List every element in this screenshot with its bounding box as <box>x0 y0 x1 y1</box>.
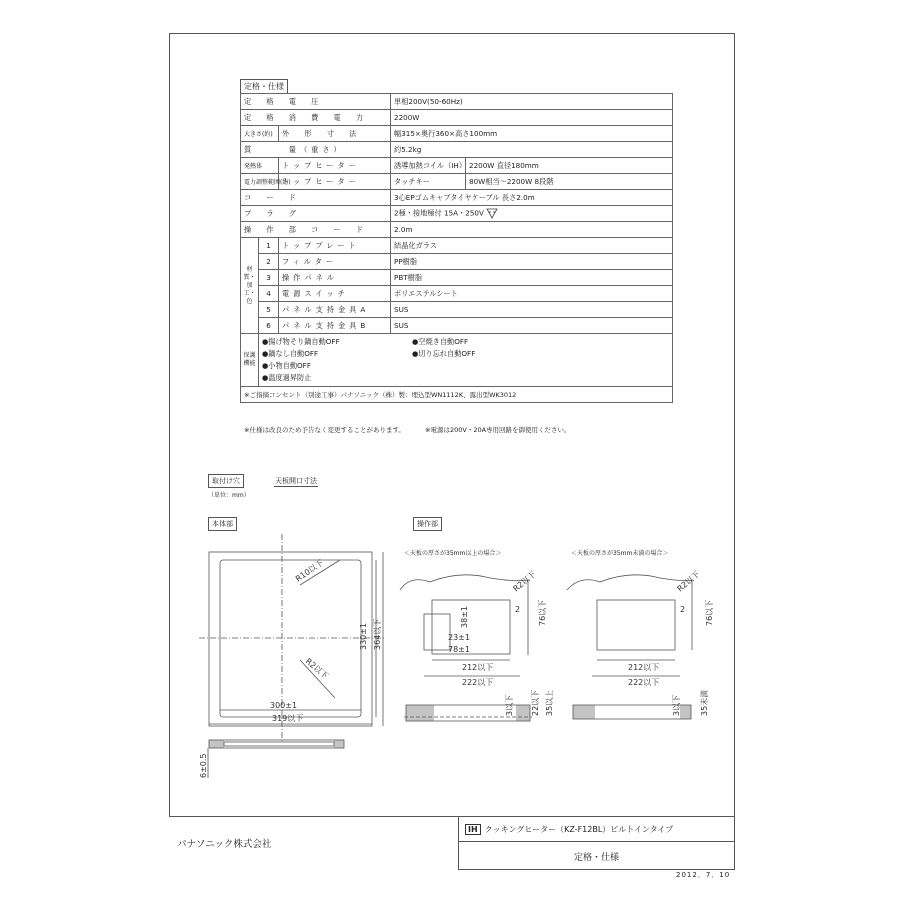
material-row: 4 電源スイッチ ポリエステルシート <box>241 286 673 302</box>
ih-badge: IH <box>465 824 481 835</box>
unit-label: （単位：mm） <box>208 492 250 499</box>
footnote-spec-change: ※仕様は改良のため予告なく変更することがあります。 <box>244 426 405 434</box>
thin-hatch-right <box>680 705 691 719</box>
dim-r2a: R2以下 <box>511 569 538 594</box>
dim-35u: 35以上 <box>545 689 554 716</box>
mounting-title: 取付け穴 <box>208 474 244 488</box>
body-hatch-right <box>334 740 344 748</box>
dim-222: 222以下 <box>462 678 494 687</box>
dim-3-thin: 3以下 <box>672 694 681 716</box>
control-label: 操作部 <box>413 517 442 531</box>
body-section-inner <box>224 742 334 746</box>
dim-t6: 6±0.5 <box>199 753 208 778</box>
protection-group-label: 保護機能 <box>241 334 259 387</box>
dim-330: 330±1 <box>359 622 368 650</box>
case-thin-label: ＜天板の厚さが35mm未満の場合＞ <box>571 550 669 557</box>
dim-2: 2 <box>515 605 521 614</box>
product-name: クッキングヒーター（KZ-F12BL）ビルトインタイプ <box>484 824 674 834</box>
spec-row-power: 定 格 消 費 電 力 2200W <box>241 110 673 126</box>
dim-76: 76以下 <box>538 599 547 626</box>
dim-2-thin: 2 <box>680 605 686 614</box>
protection-item: ●小物自動OFF <box>262 361 311 370</box>
spec-row-voltage: 定 格 電 圧 単相200V(50-60Hz) <box>241 94 673 110</box>
material-row: 2 フィルター PP樹脂 <box>241 254 673 270</box>
body-hatch-left <box>209 740 224 748</box>
thick-hatch-left <box>406 705 434 721</box>
mounting-subtitle: 天板開口寸法 <box>275 477 317 485</box>
document-title: 定格・仕様 <box>573 852 619 863</box>
dim-3: 3以下 <box>505 694 514 716</box>
dim-364: 364以下 <box>373 618 382 650</box>
protection-item: ●温度過昇防止 <box>262 373 312 382</box>
spec-row-power-range: 電力調整範囲(約) トップヒーター タッチキー 80W相当〜2200W 8段階 <box>241 174 673 190</box>
dim-r10: R10以下 <box>293 558 326 584</box>
dim-300: 300±1 <box>270 701 298 710</box>
company-name: パナソニック株式会社 <box>177 839 272 850</box>
material-row: 5 パネル支持金具A SUS <box>241 302 673 318</box>
spec-row-cord: コ ー ド 3心EPゴムキャブタイヤケーブル 長さ2.0m <box>241 190 673 206</box>
spec-row-plug: プ ラ グ 2極・接地極付 15A・250V <box>241 206 673 222</box>
counter-thin-outline <box>567 575 692 650</box>
title-block <box>458 817 735 870</box>
dim-38: 38±1 <box>460 606 469 628</box>
material-row: 材質・加工・色 1 トッププレート 結晶化ガラス <box>241 238 673 254</box>
body-label: 本体部 <box>208 517 237 531</box>
spec-row-control-cord: 操 作 部 コ ー ド 2.0m <box>241 222 673 238</box>
dim-35: 35未満 <box>700 689 709 716</box>
body-section <box>209 740 344 748</box>
dim-23: 23±1 <box>448 633 470 642</box>
spec-row-size: 大きさ(約) 外 形 寸 法 幅315×奥行360×高さ100mm <box>241 126 673 142</box>
material-row: 6 パネル支持金具B SUS <box>241 318 673 334</box>
document-date: 2012．7．10 <box>676 871 731 879</box>
control-cutout-thin <box>597 600 675 650</box>
outlet-note-row: ※ご指摘コンセント（別途工事）パナソニック（株）製：埋込型WN1112K、露出型WK3012 <box>241 387 673 403</box>
dim-22: 22以下 <box>531 689 540 716</box>
dim-r2-thin: R2以下 <box>675 569 702 594</box>
protection-item: ●鍋なし自動OFF <box>262 349 319 358</box>
spec-row-heater: 発熱体 トップヒーター 誘導加熱コイル（IH） 2200W 直径180mm <box>241 158 673 174</box>
material-group-label: 材質・加工・色 <box>241 238 259 334</box>
spec-row-weight: 質 量（重さ） 約5.2kg <box>241 142 673 158</box>
footnote-power: ※電源は200V・20A専用回路を御使用ください。 <box>425 426 571 434</box>
dim-222-thin: 222以下 <box>628 678 660 687</box>
dim-212: 212以下 <box>462 663 494 672</box>
dim-319: 319以下 <box>272 714 304 723</box>
body-cutout <box>220 560 361 717</box>
thick-hatch-right <box>516 705 530 721</box>
protection-item: ●切り忘れ自動OFF <box>412 349 476 358</box>
dim-78: 78±1 <box>448 645 470 654</box>
thin-hatch-left <box>573 705 595 719</box>
case-thick-label: ＜天板の厚さが35mm以上の場合＞ <box>404 550 502 557</box>
control-subcutout <box>424 614 450 650</box>
protection-item: ●空焼き自動OFF <box>412 337 469 346</box>
dim-212-thin: 212以下 <box>628 663 660 672</box>
dim-76-thin: 76以下 <box>705 599 714 626</box>
dim-r2: R2以下 <box>303 656 330 681</box>
spec-section-title: 定格・仕様 <box>240 79 288 94</box>
material-row: 3 操作パネル PBT樹脂 <box>241 270 673 286</box>
body-outer-outline <box>209 552 372 726</box>
protection-item: ●揚げ物そり鍋自動OFF <box>262 337 340 346</box>
control-cutout-thick <box>432 600 510 654</box>
